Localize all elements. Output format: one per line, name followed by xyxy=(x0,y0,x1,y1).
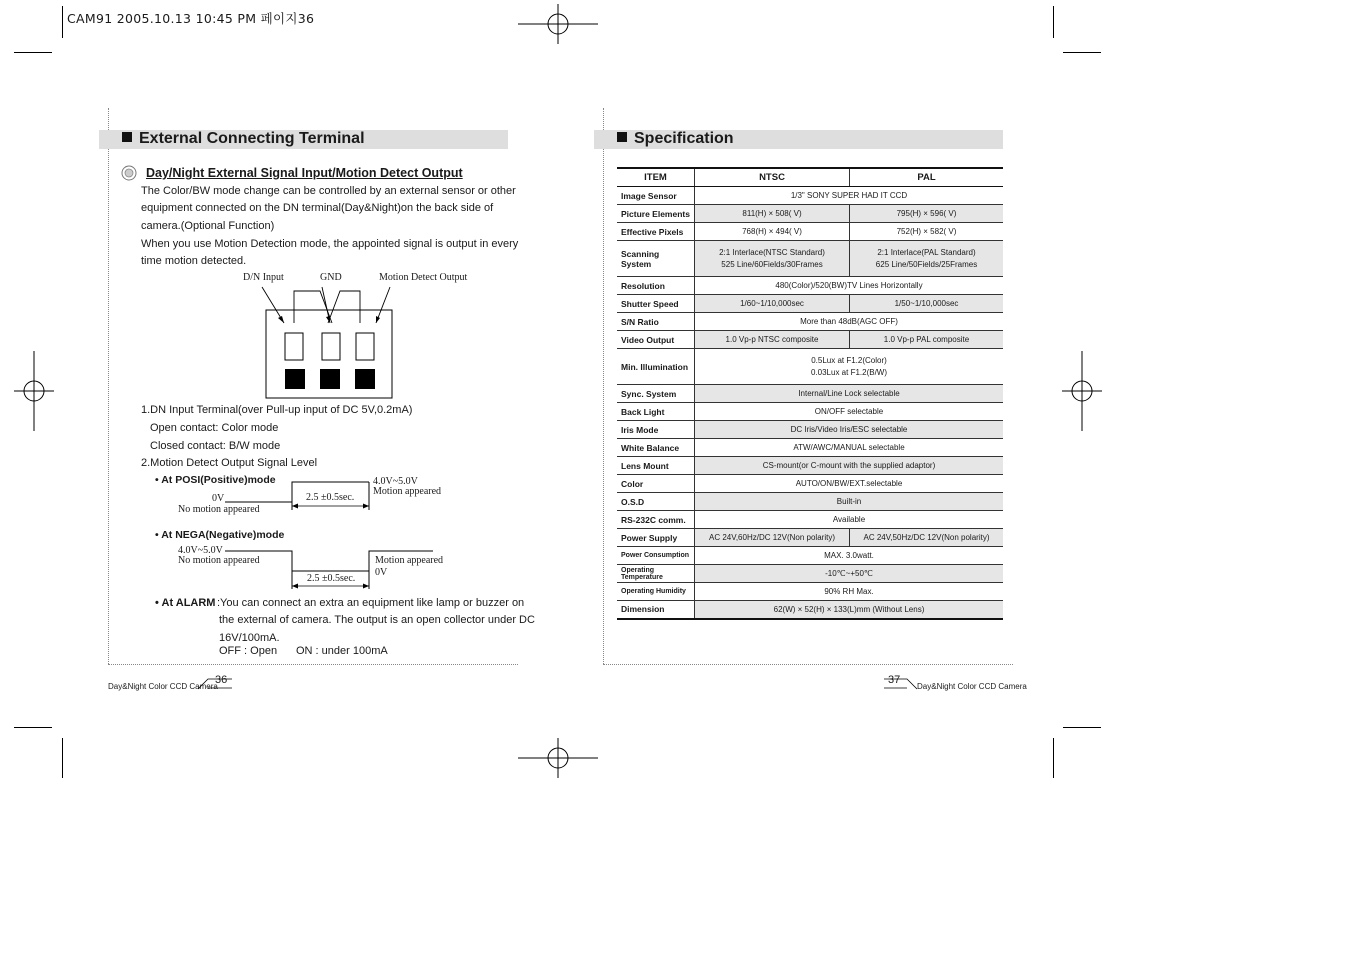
page-number: 37 xyxy=(888,674,901,686)
alarm-off: OFF : Open xyxy=(219,645,278,657)
posi-high-label: Motion appeared xyxy=(373,486,442,497)
row-label: Operating Temperature xyxy=(617,565,695,583)
page-title-text: Specification xyxy=(634,130,734,147)
row-label: Power Supply xyxy=(617,529,695,547)
cell-value xyxy=(850,241,1004,277)
table-row xyxy=(617,493,1003,511)
page-border xyxy=(108,664,518,665)
crop-mark xyxy=(1053,6,1054,38)
column-header: ITEM xyxy=(617,168,695,187)
cell-line: 2:1 Interlace(NTSC Standard) xyxy=(719,248,825,257)
row-label: Shutter Speed xyxy=(617,295,695,313)
cell-value: CS-mount(or C-mount with the supplied adaptor) xyxy=(695,457,1004,475)
row-label: Effective Pixels xyxy=(617,223,695,241)
crop-mark xyxy=(1063,52,1101,53)
cell-value: 768(H) × 494( V) xyxy=(695,223,850,241)
table-row xyxy=(617,601,1003,619)
intro-line: camera.(Optional Function) xyxy=(141,220,275,232)
row-label: Image Sensor xyxy=(617,187,695,205)
cell-value xyxy=(695,241,850,277)
cell-value: DC Iris/Video Iris/ESC selectable xyxy=(695,421,1004,439)
table-row xyxy=(617,421,1003,439)
footer-text: Day&Night Color CCD Camera xyxy=(917,682,1027,691)
row-label: Video Output xyxy=(617,331,695,349)
cell-value: 1/3" SONY SUPER HAD IT CCD xyxy=(695,187,1004,205)
table-header-row xyxy=(617,168,1003,187)
intro-line: The Color/BW mode change can be controlled by an external sensor or other xyxy=(141,185,516,197)
intro-line: When you use Motion Detection mode, the appointed signal is output in every xyxy=(141,238,519,250)
cell-value: Built-in xyxy=(695,493,1004,511)
cell-value: MAX. 3.0watt. xyxy=(695,547,1004,565)
crop-mark xyxy=(1053,738,1054,778)
column-header: NTSC xyxy=(695,168,850,187)
table-row xyxy=(617,241,1003,277)
page-title xyxy=(122,130,365,148)
cell-value: AC 24V,50Hz/DC 12V(Non polarity) xyxy=(850,529,1004,547)
crop-mark xyxy=(1063,727,1101,728)
intro-line: time motion detected. xyxy=(141,255,247,267)
table-row xyxy=(617,565,1003,583)
row-label: RS-232C comm. xyxy=(617,511,695,529)
crop-mark xyxy=(62,738,63,778)
table-row xyxy=(617,223,1003,241)
cell-value xyxy=(695,349,1004,385)
table-row xyxy=(617,385,1003,403)
alarm-line: :You can connect an extra an equipment like lamp or buzzer on xyxy=(217,597,525,609)
cell-value: 1.0 Vp-p NTSC composite xyxy=(695,331,850,349)
registration-target-icon xyxy=(1062,351,1102,431)
intro-line: equipment connected on the DN terminal(Day&Night)on the back side of xyxy=(141,202,494,214)
table-row xyxy=(617,331,1003,349)
table-row xyxy=(617,349,1003,385)
table-row xyxy=(617,457,1003,475)
row-label: Scanning System xyxy=(617,241,695,277)
row-label: Color xyxy=(617,475,695,493)
cell-line: 0.5Lux at F1.2(Color) xyxy=(811,356,887,365)
cell-value: 62(W) × 52(H) × 133(L)mm (Without Lens) xyxy=(695,601,1004,619)
cell-value: Internal/Line Lock selectable xyxy=(695,385,1004,403)
row-label: Power Consumption xyxy=(617,547,695,565)
row-label: O.S.D xyxy=(617,493,695,511)
table-row xyxy=(617,439,1003,457)
page-border xyxy=(108,108,109,664)
cell-value: 752(H) × 582( V) xyxy=(850,223,1004,241)
nega-heading-text: At NEGA(Negative)mode xyxy=(161,529,285,541)
table-row xyxy=(617,187,1003,205)
cell-value: 90% RH Max. xyxy=(695,583,1004,601)
table-row xyxy=(617,511,1003,529)
list-line: Closed contact: B/W mode xyxy=(150,440,281,452)
alarm-heading-text: At ALARM xyxy=(161,597,216,609)
list-line: 1.DN Input Terminal(over Pull-up input of DC 5V,0.2mA) xyxy=(141,404,413,416)
row-label: Sync. System xyxy=(617,385,695,403)
row-label: Min. Illumination xyxy=(617,349,695,385)
row-label: Operating Humidity xyxy=(617,583,695,601)
nega-high-level: 4.0V~5.0V xyxy=(178,545,223,556)
table-row xyxy=(617,205,1003,223)
cell-value: AC 24V,60Hz/DC 12V(Non polarity) xyxy=(695,529,850,547)
cell-value: 1.0 Vp-p PAL composite xyxy=(850,331,1004,349)
list-line: 2.Motion Detect Output Signal Level xyxy=(141,457,318,469)
spec-table xyxy=(617,167,1003,620)
posi-heading: • At POSI(Positive)mode xyxy=(155,474,276,486)
cell-value: 1/50~1/10,000sec xyxy=(850,295,1004,313)
column-header: PAL xyxy=(850,168,1004,187)
crop-mark xyxy=(14,727,52,728)
table-row xyxy=(617,277,1003,295)
alarm-line: 16V/100mA. xyxy=(219,632,280,644)
row-label: Picture Elements xyxy=(617,205,695,223)
footer-rule xyxy=(882,676,918,690)
cell-value: 480(Color)/520(BW)TV Lines Horizontally xyxy=(695,277,1004,295)
cell-line: 625 Line/50Fields/25Frames xyxy=(875,260,978,269)
posi-timing: 2.5 ±0.5sec. xyxy=(306,492,355,503)
cell-value: AUTO/ON/BW/EXT.selectable xyxy=(695,475,1004,493)
square-bullet-icon xyxy=(617,132,627,142)
gnd-label: GND xyxy=(320,272,342,283)
table-row xyxy=(617,583,1003,601)
page-title-text: External Connecting Terminal xyxy=(139,130,365,147)
cell-value: 811(H) × 508( V) xyxy=(695,205,850,223)
row-label: Back Light xyxy=(617,403,695,421)
alarm-heading: • At ALARM xyxy=(155,597,216,609)
page-border xyxy=(603,664,1013,665)
row-label: S/N Ratio xyxy=(617,313,695,331)
print-slug: CAM91 2005.10.13 10:45 PM 페이지36 xyxy=(67,11,315,26)
posi-low-label: No motion appeared xyxy=(178,504,260,515)
terminal-diagram xyxy=(250,285,410,403)
posi-high-level: 4.0V~5.0V xyxy=(373,476,418,487)
circle-bullet-icon xyxy=(121,165,137,181)
cell-line: 2:1 Interlace(PAL Standard) xyxy=(877,248,976,257)
nega-timing: 2.5 ±0.5sec. xyxy=(307,573,356,584)
row-label: Iris Mode xyxy=(617,421,695,439)
posi-low-level: 0V xyxy=(212,493,225,504)
row-label: Lens Mount xyxy=(617,457,695,475)
nega-heading: • At NEGA(Negative)mode xyxy=(155,529,285,541)
nega-high-label: No motion appeared xyxy=(178,555,260,566)
cell-line: 0.03Lux at F1.2(B/W) xyxy=(810,368,888,377)
motion-output-label: Motion Detect Output xyxy=(379,272,468,283)
crop-mark xyxy=(14,52,52,53)
cell-value: ON/OFF selectable xyxy=(695,403,1004,421)
row-label: Resolution xyxy=(617,277,695,295)
nega-low-label: Motion appeared xyxy=(375,555,444,566)
page-number: 36 xyxy=(215,674,228,686)
nega-low-level: 0V xyxy=(375,567,388,578)
registration-target-icon xyxy=(518,738,598,778)
alarm-line: the external of camera. The output is an open collector under DC xyxy=(219,614,535,626)
registration-target-icon xyxy=(14,351,54,431)
cell-value: 1/60~1/10,000sec xyxy=(695,295,850,313)
crop-mark xyxy=(62,6,63,38)
alarm-on: ON : under 100mA xyxy=(296,645,388,657)
table-row xyxy=(617,403,1003,421)
page-border xyxy=(603,108,604,664)
cell-line: 525 Line/60Fields/30Frames xyxy=(721,260,823,269)
registration-target-icon xyxy=(518,4,598,44)
footer-text: Day&Night Color CCD Camera xyxy=(108,682,218,691)
nega-waveform xyxy=(225,549,435,594)
page-title xyxy=(617,130,734,148)
dn-input-label: D/N Input xyxy=(243,272,284,283)
cell-value: -10℃~+50℃ xyxy=(695,565,1004,583)
subheading: Day/Night External Signal Input/Motion Detect Output xyxy=(146,166,463,180)
table-row xyxy=(617,547,1003,565)
cell-value: ATW/AWC/MANUAL selectable xyxy=(695,439,1004,457)
table-row xyxy=(617,313,1003,331)
cell-value: Available xyxy=(695,511,1004,529)
table-row xyxy=(617,295,1003,313)
row-label: White Balance xyxy=(617,439,695,457)
posi-heading-text: At POSI(Positive)mode xyxy=(161,474,276,486)
row-label: Dimension xyxy=(617,601,695,619)
square-bullet-icon xyxy=(122,132,132,142)
table-row xyxy=(617,475,1003,493)
cell-value: 795(H) × 596( V) xyxy=(850,205,1004,223)
list-line: Open contact: Color mode xyxy=(150,422,279,434)
cell-value: More than 48dB(AGC OFF) xyxy=(695,313,1004,331)
table-row xyxy=(617,529,1003,547)
